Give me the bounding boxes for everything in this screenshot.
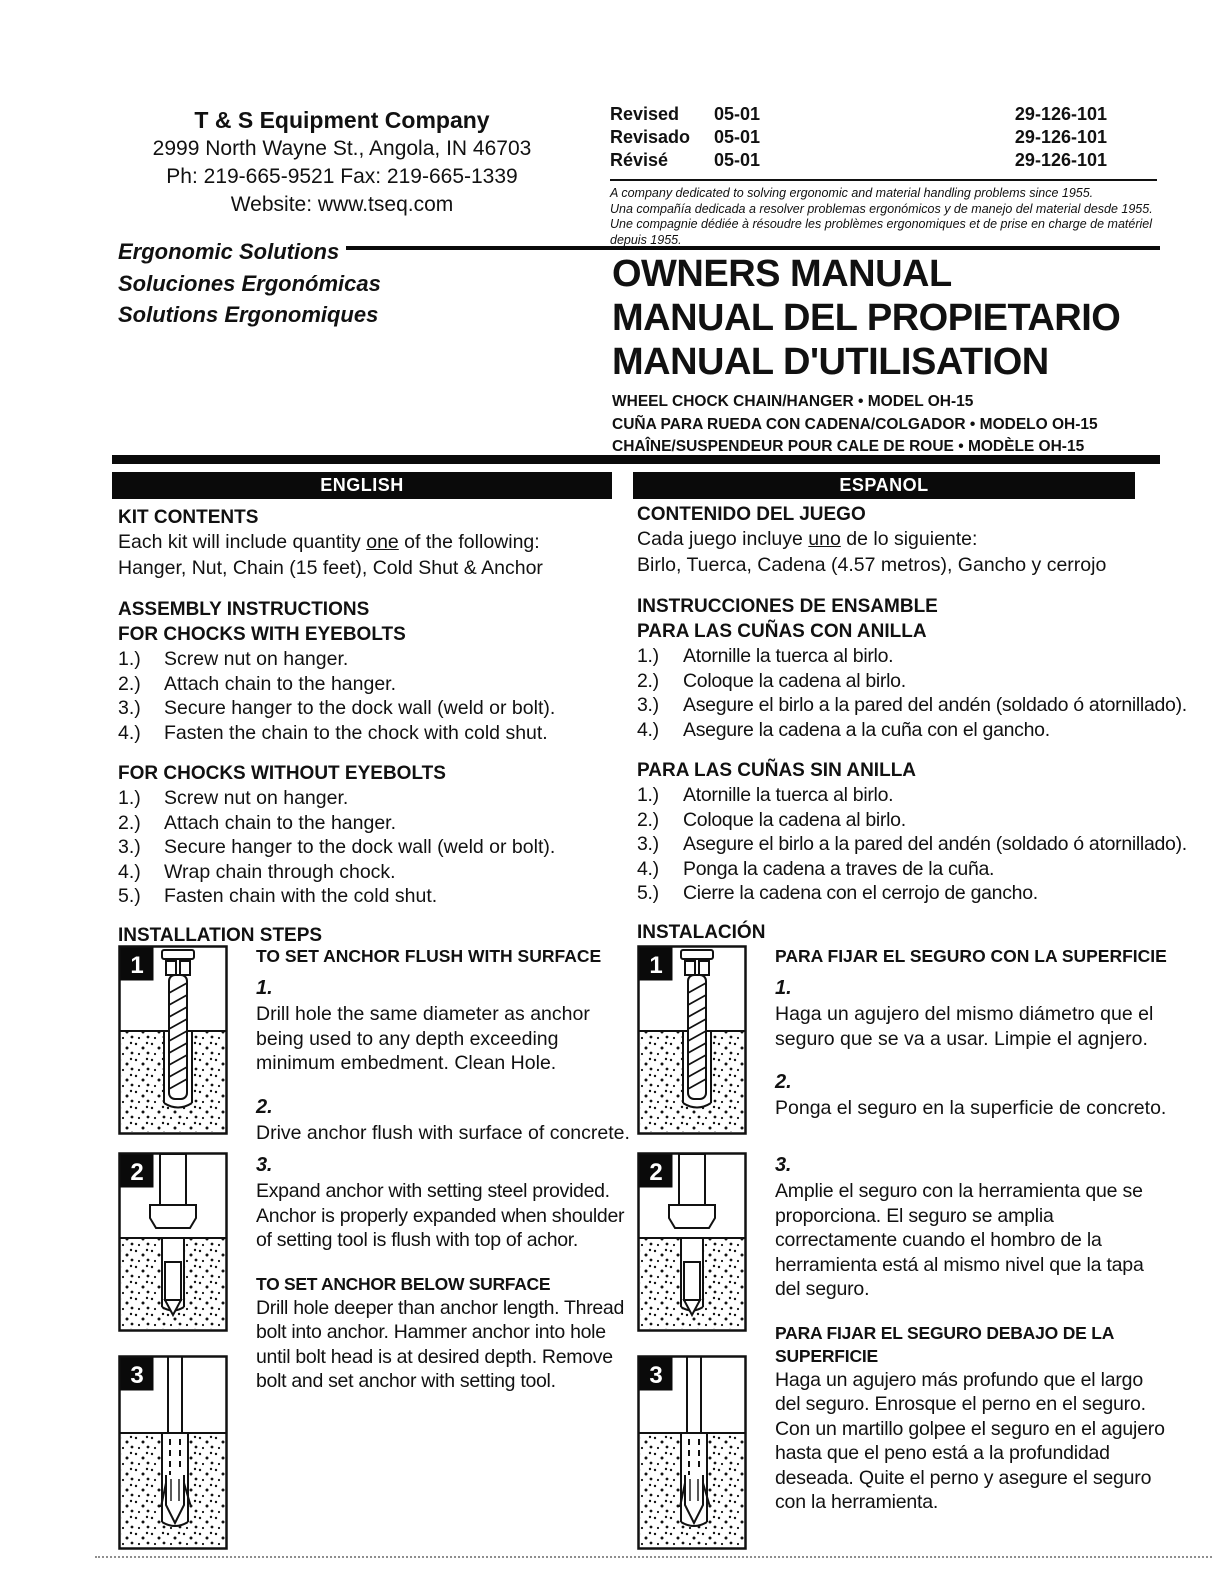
revision-label: Revisado bbox=[610, 127, 691, 147]
below-surface-instructions bbox=[256, 1152, 632, 1555]
below-surface-heading: TO SET ANCHOR BELOW SURFACE bbox=[256, 1273, 551, 1294]
step-text: Ponga la cadena a traves de la cuña. bbox=[683, 857, 995, 880]
revision-table bbox=[610, 103, 1107, 172]
figure-number: 1 bbox=[130, 952, 144, 979]
company-header bbox=[96, 106, 588, 219]
company-phone-fax: Ph: 219-665-9521 Fax: 219-665-1339 bbox=[166, 165, 518, 188]
brand-line-en: Ergonomic Solutions bbox=[118, 239, 340, 264]
step-1-number: 1. bbox=[256, 977, 273, 999]
page-title-es: MANUAL DEL PROPIETARIO bbox=[612, 297, 1121, 339]
step-number: 3.) bbox=[637, 694, 659, 716]
company-address: 2999 North Wayne St., Angola, IN 46703 bbox=[152, 137, 532, 160]
kit-contents-line2: Hanger, Nut, Chain (15 feet), Cold Shut & Anchor bbox=[118, 556, 543, 579]
flush-heading-es: PARA FIJAR EL SEGURO CON LA SUPERFICIE bbox=[775, 946, 1167, 966]
sin-anilla-heading: PARA LAS CUÑAS SIN ANILLA bbox=[637, 760, 917, 781]
brand-line-es: Soluciones Ergonómicas bbox=[118, 270, 381, 296]
company-tagline bbox=[610, 186, 1163, 248]
assembly-step bbox=[118, 884, 612, 909]
step-2-text-es: Ponga el seguro en la superficie de concreto. bbox=[775, 1097, 1167, 1119]
part-number: 29-126-101 bbox=[1014, 150, 1107, 170]
english-install-row-1 bbox=[118, 945, 630, 1145]
model-subtitle-en: WHEEL CHOCK CHAIN/HANGER • MODEL OH-15 bbox=[612, 393, 974, 410]
assembly-step bbox=[118, 860, 612, 885]
step-number: 3.) bbox=[118, 836, 141, 858]
step-3-number-es: 3. bbox=[775, 1154, 792, 1176]
step-number: 2.) bbox=[637, 808, 659, 831]
model-subtitles bbox=[612, 391, 1164, 459]
assembly-step bbox=[637, 857, 1164, 882]
assembly-step bbox=[637, 881, 1164, 906]
assembly-step bbox=[637, 644, 1164, 669]
spanish-section-header: ESPANOL bbox=[633, 472, 1135, 499]
assembly-heading: ASSEMBLY INSTRUCTIONS bbox=[118, 599, 370, 620]
kit-line1-underlined: one bbox=[366, 531, 399, 553]
step-text: Atornille la tuerca al birlo. bbox=[683, 645, 894, 667]
kit-line1-underlined-es: uno bbox=[808, 528, 841, 550]
figure-stack bbox=[118, 1152, 230, 1555]
step-3-text-es: Amplie el seguro con la herramienta que se proporciona. El seguro se amplia correctamente cuando el hombro de la herramienta está al mismo nivel que la tapa del seguro. bbox=[775, 1180, 1144, 1300]
step-number: 2.) bbox=[118, 672, 141, 695]
assembly-step bbox=[118, 672, 612, 697]
step-number: 5.) bbox=[118, 885, 141, 907]
step-text: Screw nut on hanger. bbox=[164, 648, 349, 670]
step-text: Attach chain to the hanger. bbox=[164, 811, 397, 834]
installation-heading-es: INSTALACIÓN bbox=[637, 921, 766, 943]
figure-2 bbox=[118, 1152, 230, 1337]
step-text: Fasten the chain to the chock with cold shut. bbox=[164, 721, 548, 744]
assembly-step bbox=[637, 832, 1187, 857]
figure-3-es bbox=[637, 1355, 749, 1555]
assembly-step bbox=[637, 718, 1164, 743]
english-column bbox=[118, 505, 612, 948]
section-divider-bar bbox=[112, 455, 1160, 464]
figure-1 bbox=[118, 945, 230, 1145]
step-1-number-es: 1. bbox=[775, 977, 792, 999]
step-2-text: Drive anchor flush with surface of concrete. bbox=[256, 1121, 630, 1144]
step-text: Secure hanger to the dock wall (weld or bolt). bbox=[164, 697, 556, 719]
step-number: 3.) bbox=[118, 697, 141, 719]
kit-line1-post: of the following: bbox=[398, 531, 540, 553]
assembly-step bbox=[637, 669, 1164, 694]
header-divider-line bbox=[610, 179, 1157, 181]
model-subtitle-fr: CHAÎNE/SUSPENDEUR POUR CALE DE ROUE • MODÈLE OH-15 bbox=[612, 438, 1085, 455]
brand-rule-line bbox=[346, 246, 1160, 250]
without-eyebolts-heading: FOR CHOCKS WITHOUT EYEBOLTS bbox=[118, 763, 446, 784]
with-eyebolts-heading: FOR CHOCKS WITH EYEBOLTS bbox=[118, 624, 406, 645]
step-number: 3.) bbox=[637, 833, 659, 855]
step-text: Screw nut on hanger. bbox=[164, 787, 349, 809]
flush-instructions-es bbox=[775, 945, 1169, 1140]
step-number: 4.) bbox=[118, 721, 141, 744]
kit-line1-post-es: de lo siguiente: bbox=[840, 528, 978, 550]
revision-label: Revised bbox=[610, 104, 680, 124]
assembly-step bbox=[118, 811, 612, 836]
page-bottom-scan-line bbox=[95, 1556, 1212, 1558]
assembly-step bbox=[118, 647, 612, 672]
figure-number: 3 bbox=[649, 1362, 663, 1389]
spanish-column bbox=[637, 502, 1187, 945]
con-anilla-heading: PARA LAS CUÑAS CON ANILLA bbox=[637, 621, 927, 642]
company-name: T & S Equipment Company bbox=[194, 107, 490, 133]
kit-contents-line2-es: Birlo, Tuerca, Cadena (4.57 metros), Gancho y cerrojo bbox=[637, 553, 1107, 576]
brand-line-fr: Solutions Ergonomiques bbox=[118, 302, 379, 327]
assembly-step bbox=[118, 835, 612, 860]
step-number: 4.) bbox=[118, 860, 141, 883]
revision-date: 05-01 bbox=[714, 104, 761, 124]
step-text: Asegure el birlo a la pared del andén (soldado ó atornillado). bbox=[683, 833, 1187, 855]
figure-number: 3 bbox=[130, 1362, 144, 1389]
assembly-step bbox=[637, 808, 1164, 833]
anchor-below-surface-diagram bbox=[637, 1355, 747, 1550]
step-text: Fasten chain with the cold shut. bbox=[164, 885, 438, 907]
drill-hole-diagram bbox=[637, 945, 747, 1135]
step-text: Atornille la tuerca al birlo. bbox=[683, 784, 894, 806]
revision-row bbox=[610, 103, 1107, 126]
step-number: 1.) bbox=[118, 648, 141, 670]
kit-contents-line1-es bbox=[637, 527, 1164, 553]
step-text: Attach chain to the hanger. bbox=[164, 672, 397, 695]
step-number: 2.) bbox=[118, 811, 141, 834]
step-text: Cierre la cadena con el cerrojo de gancho. bbox=[683, 882, 1038, 904]
model-subtitle-es: CUÑA PARA RUEDA CON CADENA/COLGADOR • MODELO OH-15 bbox=[612, 415, 1098, 433]
step-text: Secure hanger to the dock wall (weld or bolt). bbox=[164, 836, 556, 858]
kit-contents-heading-es: CONTENIDO DEL JUEGO bbox=[637, 504, 866, 525]
assembly-step bbox=[118, 696, 612, 721]
step-text: Asegure la cadena a la cuña con el gancho. bbox=[683, 718, 1050, 741]
step-text: Wrap chain through chock. bbox=[164, 860, 396, 883]
flush-heading: TO SET ANCHOR FLUSH WITH SURFACE bbox=[256, 946, 602, 966]
figure-stack-es bbox=[637, 1152, 749, 1555]
assembly-step bbox=[637, 783, 1164, 808]
step-text: Asegure el birlo a la pared del andén (soldado ó atornillado). bbox=[683, 694, 1187, 716]
kit-line1-pre-es: Cada juego incluye bbox=[637, 528, 809, 550]
page-title-fr: MANUAL D'UTILISATION bbox=[612, 341, 1049, 383]
spanish-install-row-2 bbox=[637, 1152, 1169, 1555]
step-2-number: 2. bbox=[256, 1095, 273, 1118]
figure-number: 1 bbox=[649, 952, 663, 979]
drill-hole-diagram bbox=[118, 945, 228, 1135]
part-number: 29-126-101 bbox=[1014, 127, 1107, 147]
kit-line1-pre: Each kit will include quantity bbox=[118, 531, 367, 553]
assembly-step bbox=[118, 721, 612, 746]
below-surface-text-es: Haga un agujero más profundo que el largo del seguro. Enrosque el perno en el seguro. Con un martillo golpee el seguro en el agujero hasta que el peno está a la profundidad deseada. Quite el perno y asegure el seguro con la herramienta. bbox=[775, 1368, 1165, 1513]
below-surface-heading-es: PARA FIJAR EL SEGURO DEBAJO DE LA SUPERFICIE bbox=[775, 1322, 1114, 1366]
title-block bbox=[612, 252, 1164, 459]
figure-3 bbox=[118, 1355, 230, 1555]
tagline-fr: Une compagnie dédiée à résoudre les problèmes ergonomiques et de prise en charge de matériel depuis 1955. bbox=[610, 217, 1152, 247]
tagline-es: Una compañía dedicada a resolver problemas ergonómicos y de manejo del material desde 1955. bbox=[610, 201, 1153, 216]
step-number: 1.) bbox=[637, 784, 659, 806]
revision-row bbox=[610, 126, 1107, 149]
installation-steps-heading: INSTALLATION STEPS bbox=[118, 924, 323, 946]
step-text: Coloque la cadena al birlo. bbox=[683, 808, 906, 831]
figure-number: 2 bbox=[649, 1159, 663, 1186]
revision-date: 05-01 bbox=[714, 127, 761, 147]
step-number: 1.) bbox=[118, 787, 141, 809]
assembly-step bbox=[637, 693, 1187, 718]
revision-label: Révisé bbox=[610, 150, 669, 170]
step-1-text: Drill hole the same diameter as anchor being used to any depth exceeding minimum embedment. Clean Hole. bbox=[256, 1003, 590, 1074]
below-surface-text: Drill hole deeper than anchor length. Thread bolt into anchor. Hammer anchor into hole until bolt head is at desired depth. Remove bolt and set anchor with setting tool. bbox=[256, 1296, 625, 1392]
step-1-text-es: Haga un agujero del mismo diámetro que el seguro que se va a usar. Limpie el agnjero. bbox=[775, 1003, 1154, 1050]
spanish-install-row-1 bbox=[637, 945, 1169, 1140]
setting-tool-diagram bbox=[637, 1152, 747, 1332]
step-number: 4.) bbox=[637, 718, 659, 741]
assembly-heading-es: INSTRUCCIONES DE ENSAMBLE bbox=[637, 596, 938, 617]
brand-lines bbox=[118, 236, 381, 331]
step-number: 5.) bbox=[637, 882, 659, 904]
step-3-text: Expand anchor with setting steel provided. Anchor is properly expanded when shoulder of setting tool is flush with top of achor. bbox=[256, 1180, 625, 1251]
tagline-en: A company dedicated to solving ergonomic and material handling problems since 1955. bbox=[610, 186, 1094, 200]
kit-contents-heading: KIT CONTENTS bbox=[118, 507, 259, 528]
flush-instructions bbox=[256, 945, 630, 1145]
kit-contents-line1 bbox=[118, 530, 612, 556]
step-number: 2.) bbox=[637, 669, 659, 692]
step-number: 1.) bbox=[637, 645, 659, 667]
company-website: Website: www.tseq.com bbox=[230, 193, 454, 216]
below-surface-instructions-es bbox=[775, 1152, 1169, 1555]
figure-number: 2 bbox=[130, 1159, 144, 1186]
revision-row bbox=[610, 149, 1107, 172]
english-section-header: ENGLISH bbox=[112, 472, 612, 499]
assembly-step bbox=[118, 786, 612, 811]
step-2-number-es: 2. bbox=[775, 1071, 792, 1093]
revision-date: 05-01 bbox=[714, 150, 761, 170]
step-number: 4.) bbox=[637, 857, 659, 880]
step-text: Coloque la cadena al birlo. bbox=[683, 669, 906, 692]
english-install-row-2 bbox=[118, 1152, 632, 1555]
figure-1-es bbox=[637, 945, 749, 1140]
step-3-number: 3. bbox=[256, 1154, 273, 1176]
part-number: 29-126-101 bbox=[1014, 104, 1107, 124]
page-title: OWNERS MANUAL bbox=[612, 253, 952, 295]
setting-tool-diagram bbox=[118, 1152, 228, 1332]
anchor-below-surface-diagram bbox=[118, 1355, 228, 1550]
figure-2-es bbox=[637, 1152, 749, 1337]
